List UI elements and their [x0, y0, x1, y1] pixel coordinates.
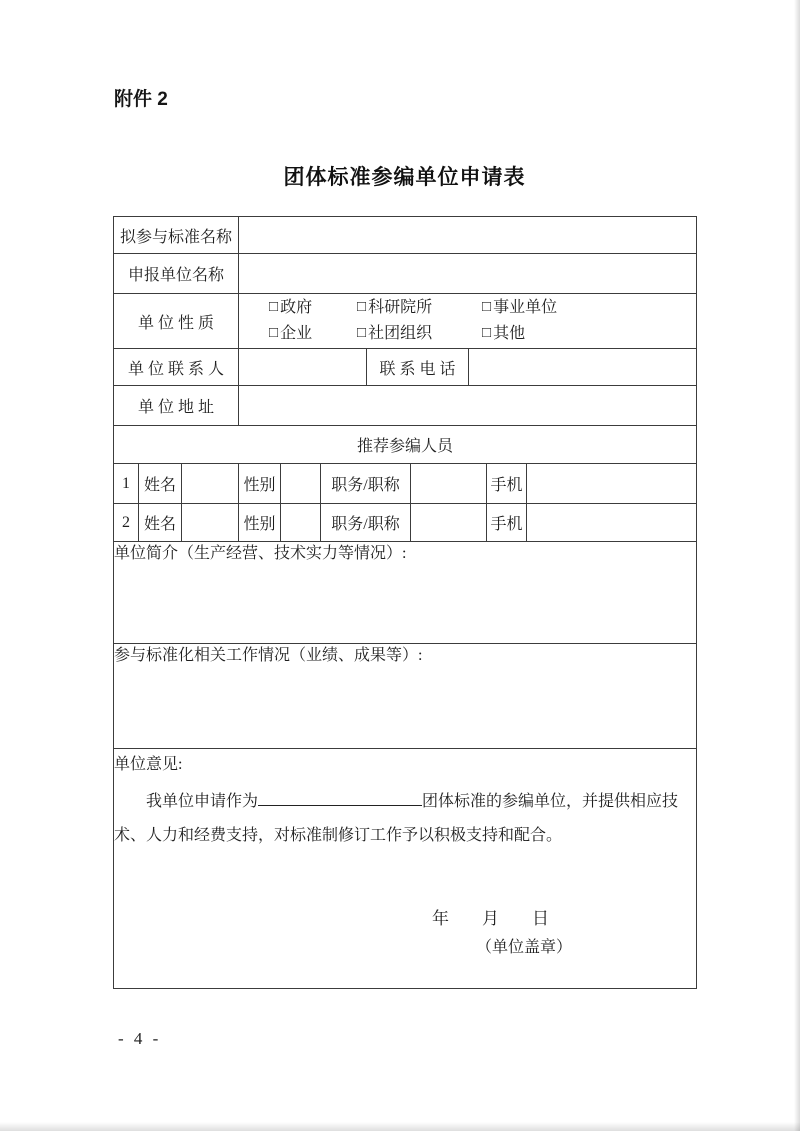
member-phone-input-cell[interactable] — [527, 464, 697, 504]
unit-nature-options-line1 — [239, 295, 696, 321]
unit-profile-label: 单位简介（生产经营、技术实力等情况）: — [114, 545, 407, 562]
contact-person-input-cell[interactable] — [239, 349, 367, 386]
unit-profile-cell[interactable] — [114, 542, 697, 644]
checkbox-icon: □ — [482, 299, 492, 315]
row-address — [114, 386, 697, 426]
checkbox-option-label: 政府 — [280, 299, 313, 316]
checkbox-option-label: 事业单位 — [493, 299, 558, 316]
standardization-work-label: 参与标准化相关工作情况（业绩、成果等）: — [114, 647, 423, 664]
member-phone-label: 手机 — [487, 504, 527, 542]
contact-phone-input-cell[interactable] — [469, 349, 697, 386]
date-line: 年 月 日 — [432, 909, 557, 928]
checkbox-icon: □ — [357, 299, 367, 315]
checkbox-icon: □ — [269, 299, 279, 315]
checkbox-icon: □ — [357, 325, 367, 341]
checkbox-option-enterprise[interactable] — [269, 321, 357, 347]
standard-name-label: 拟参与标准名称 — [114, 217, 239, 254]
checkbox-option-government[interactable] — [269, 295, 357, 321]
checkbox-option-label: 科研院所 — [368, 299, 433, 316]
unit-address-input-cell[interactable] — [239, 386, 697, 426]
member-title-input-cell[interactable] — [411, 464, 487, 504]
member-title-label: 职务/职称 — [321, 464, 411, 504]
member-row-2 — [114, 504, 697, 542]
row-standard-name — [114, 217, 697, 254]
unit-nature-options-cell — [239, 294, 697, 349]
member-name-label: 姓名 — [139, 464, 182, 504]
unit-opinion-cell — [114, 749, 697, 989]
contact-phone-label: 联 系 电 话 — [367, 349, 469, 386]
row-members-header — [114, 426, 697, 464]
fill-in-blank-line[interactable] — [258, 790, 422, 806]
seal-note: （单位盖章） — [476, 939, 573, 956]
unit-address-label: 单 位 地 址 — [114, 386, 239, 426]
signature-block — [114, 907, 696, 960]
checkbox-option-association[interactable] — [357, 321, 482, 347]
member-gender-label: 性别 — [239, 504, 281, 542]
member-title-input-cell[interactable] — [411, 504, 487, 542]
member-phone-input-cell[interactable] — [527, 504, 697, 542]
checkbox-option-label: 其他 — [493, 325, 526, 342]
member-phone-label: 手机 — [487, 464, 527, 504]
page-number: - 4 - — [118, 1029, 162, 1048]
statement-prefix: 我单位申请作为 — [146, 793, 259, 810]
scan-edge-artifact — [794, 0, 800, 1131]
member-gender-input-cell[interactable] — [281, 504, 321, 542]
page-title: 团体标准参编单位申请表 — [283, 166, 526, 189]
member-index: 2 — [114, 504, 139, 542]
unit-nature-label: 单 位 性 质 — [114, 294, 239, 349]
statement-suffix: 团体标准的参编单位，并提供相应技术、人力和经费支持，对标准制修订工作予以积极支持和配合。 — [114, 793, 679, 844]
scan-edge-artifact — [0, 1122, 800, 1131]
applicant-name-label: 申报单位名称 — [114, 254, 239, 294]
row-applicant-name — [114, 254, 697, 294]
standard-name-input-cell[interactable] — [239, 217, 697, 254]
row-unit-nature — [114, 294, 697, 349]
member-name-input-cell[interactable] — [182, 464, 239, 504]
row-standardization — [114, 644, 697, 749]
row-profile — [114, 542, 697, 644]
members-section-title: 推荐参编人员 — [114, 426, 697, 464]
unit-nature-options-line2 — [239, 321, 696, 347]
member-title-label: 职务/职称 — [321, 504, 411, 542]
unit-opinion-label: 单位意见: — [114, 756, 183, 773]
checkbox-option-research[interactable] — [357, 295, 482, 321]
opinion-statement — [114, 785, 696, 853]
contact-person-label: 单 位 联 系 人 — [114, 349, 239, 386]
row-opinion — [114, 749, 697, 989]
member-row-1 — [114, 464, 697, 504]
member-name-label: 姓名 — [139, 504, 182, 542]
standardization-work-cell[interactable] — [114, 644, 697, 749]
member-gender-input-cell[interactable] — [281, 464, 321, 504]
application-form-table — [113, 216, 697, 989]
row-contact — [114, 349, 697, 386]
checkbox-option-label: 社团组织 — [368, 325, 433, 342]
attachment-label: 附件 2 — [114, 89, 168, 110]
applicant-name-input-cell[interactable] — [239, 254, 697, 294]
checkbox-icon: □ — [482, 325, 492, 341]
member-gender-label: 性别 — [239, 464, 281, 504]
checkbox-icon: □ — [269, 325, 279, 341]
member-index: 1 — [114, 464, 139, 504]
checkbox-option-institution[interactable] — [482, 295, 557, 321]
checkbox-option-label: 企业 — [280, 325, 313, 342]
member-name-input-cell[interactable] — [182, 504, 239, 542]
checkbox-option-other[interactable] — [482, 321, 525, 347]
